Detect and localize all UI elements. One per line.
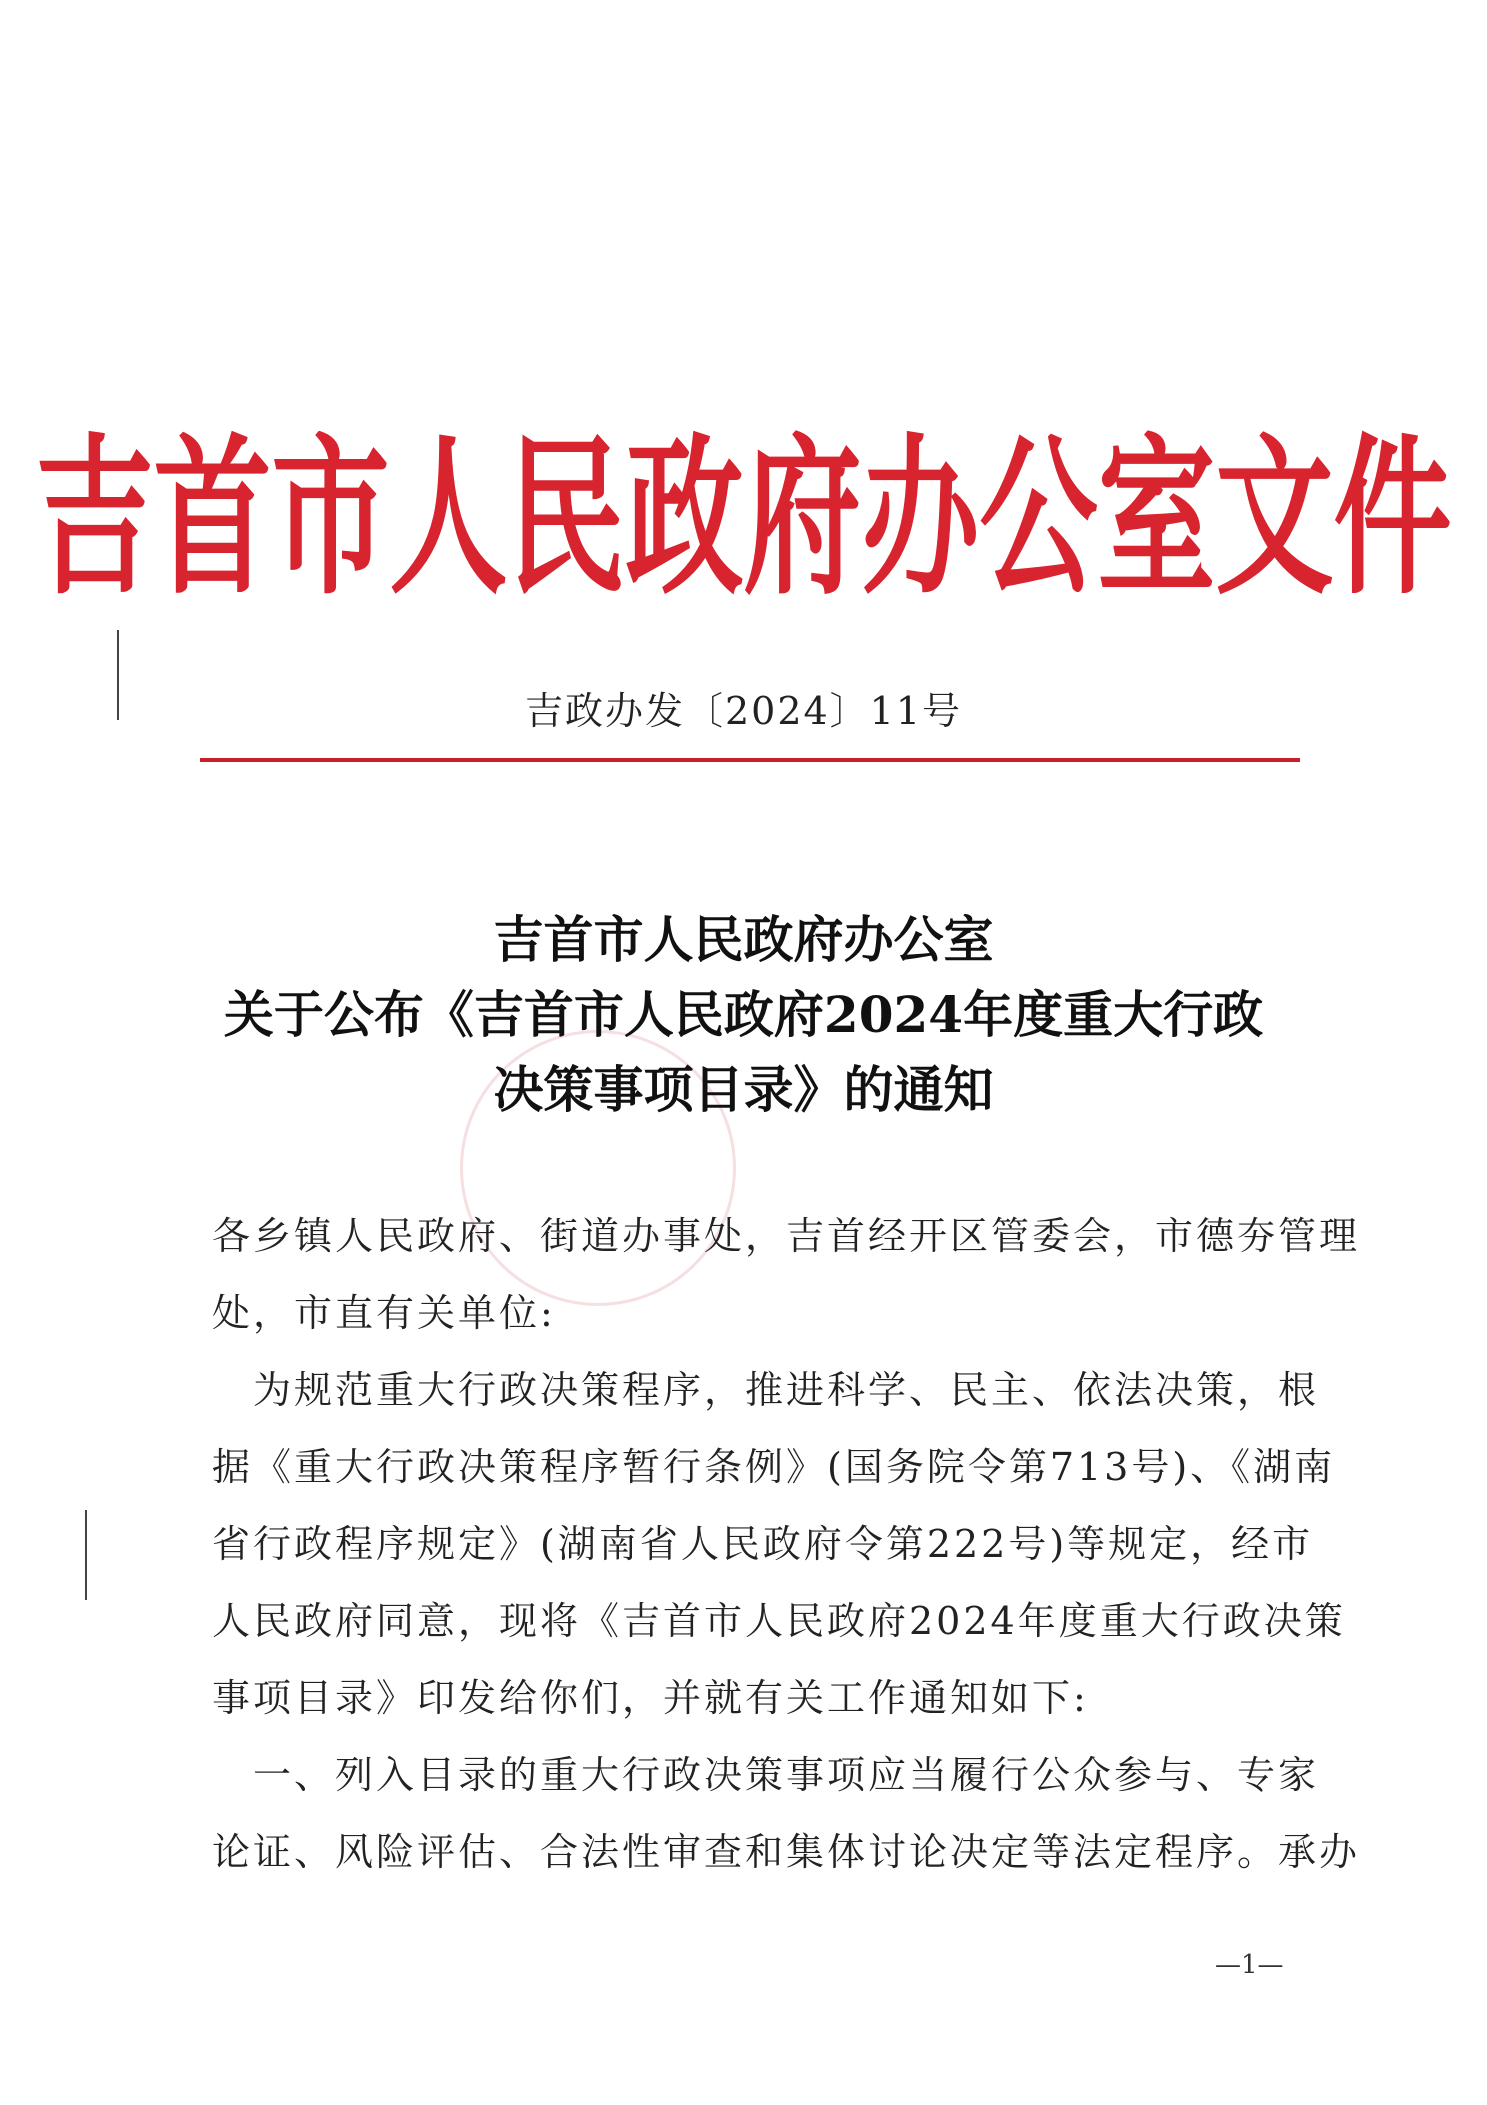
notice-title-line-2: 关于公布《吉首市人民政府2024年度重大行政 [223,985,1264,1044]
body-line: 人民政府同意，现将《吉首市人民政府2024年度重大行政决策 [212,1599,1346,1643]
red-divider-line [200,758,1300,762]
body-line: 一、列入目录的重大行政决策事项应当履行公众参与、专家 [212,1753,1320,1797]
document-number: 吉政办发〔2024〕11号 [524,689,963,733]
notice-title-line-1: 吉首市人民政府办公室 [493,910,994,969]
notice-title-line-3: 决策事项目录》的通知 [493,1060,994,1119]
body-line: 据《重大行政决策程序暂行条例》(国务院令第713号)、《湖南 [212,1445,1336,1489]
page-number: —1— [1215,1950,1284,1980]
body-line: 为规范重大行政决策程序，推进科学、民主、依法决策，根 [212,1368,1320,1412]
body-line: 论证、风险评估、合法性审查和集体讨论决定等法定程序。承办 [212,1830,1361,1874]
body-line: 事项目录》印发给你们，并就有关工作通知如下: [212,1676,1089,1720]
body-line: 各乡镇人民政府、街道办事处，吉首经开区管委会，市德夯管理 [212,1214,1361,1258]
body-line: 处，市直有关单位: [212,1291,556,1335]
body-line: 省行政程序规定》(湖南省人民政府令第222号)等规定，经市 [212,1522,1314,1566]
issuer-title: 吉首市人民政府办公室文件 [35,417,1452,618]
margin-mark-bottom [85,1510,87,1600]
